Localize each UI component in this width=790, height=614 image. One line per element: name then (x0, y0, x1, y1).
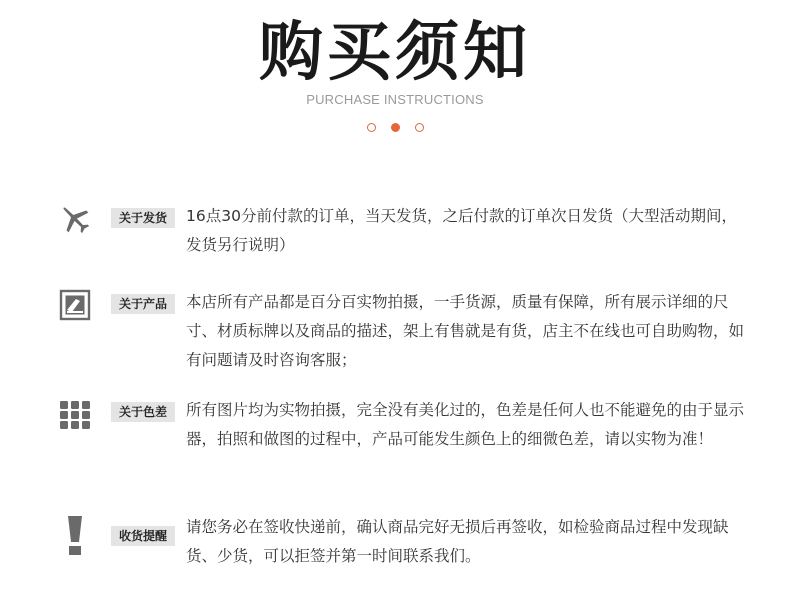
section-label: 关于发货 (111, 208, 175, 228)
grid-icon (58, 398, 92, 432)
dot-filled-icon (391, 123, 400, 132)
photo-frame-icon (58, 288, 92, 322)
section-text: 请您务必在签收快递前，确认商品完好无损后再签收，如检验商品过程中发现缺货、少货，可以拒签并第一时间联系我们。 (186, 518, 729, 565)
section-text: 本店所有产品都是百分百实物拍摄，一手货源，质量有保障，所有展示详细的尺寸、材质标牌以及商品的描述，架上有售就是有货，店主不在线也可自助购物，如有问题请及时咨询客服； (186, 293, 745, 369)
section-text: 所有图片均为实物拍摄，完全没有美化过的，色差是任何人也不能避免的由于显示器，拍照和做图的过程中，产品可能发生颜色上的细微色差，请以实物为准！ (186, 401, 745, 448)
page-title: 购买须知 (259, 16, 531, 90)
airplane-icon (58, 202, 92, 236)
decorative-dots (0, 123, 790, 132)
page-subtitle: PURCHASE INSTRUCTIONS (306, 92, 484, 107)
section-label: 关于色差 (111, 402, 175, 422)
section-text: 16点30分前付款的订单，当天发货，之后付款的订单次日发货（大型活动期间，发货另行说明） (186, 207, 737, 254)
dot-outline-icon (415, 123, 424, 132)
section-label: 收货提醒 (111, 526, 175, 546)
exclamation-icon (58, 514, 92, 558)
section-label: 关于产品 (111, 294, 175, 314)
dot-outline-icon (367, 123, 376, 132)
